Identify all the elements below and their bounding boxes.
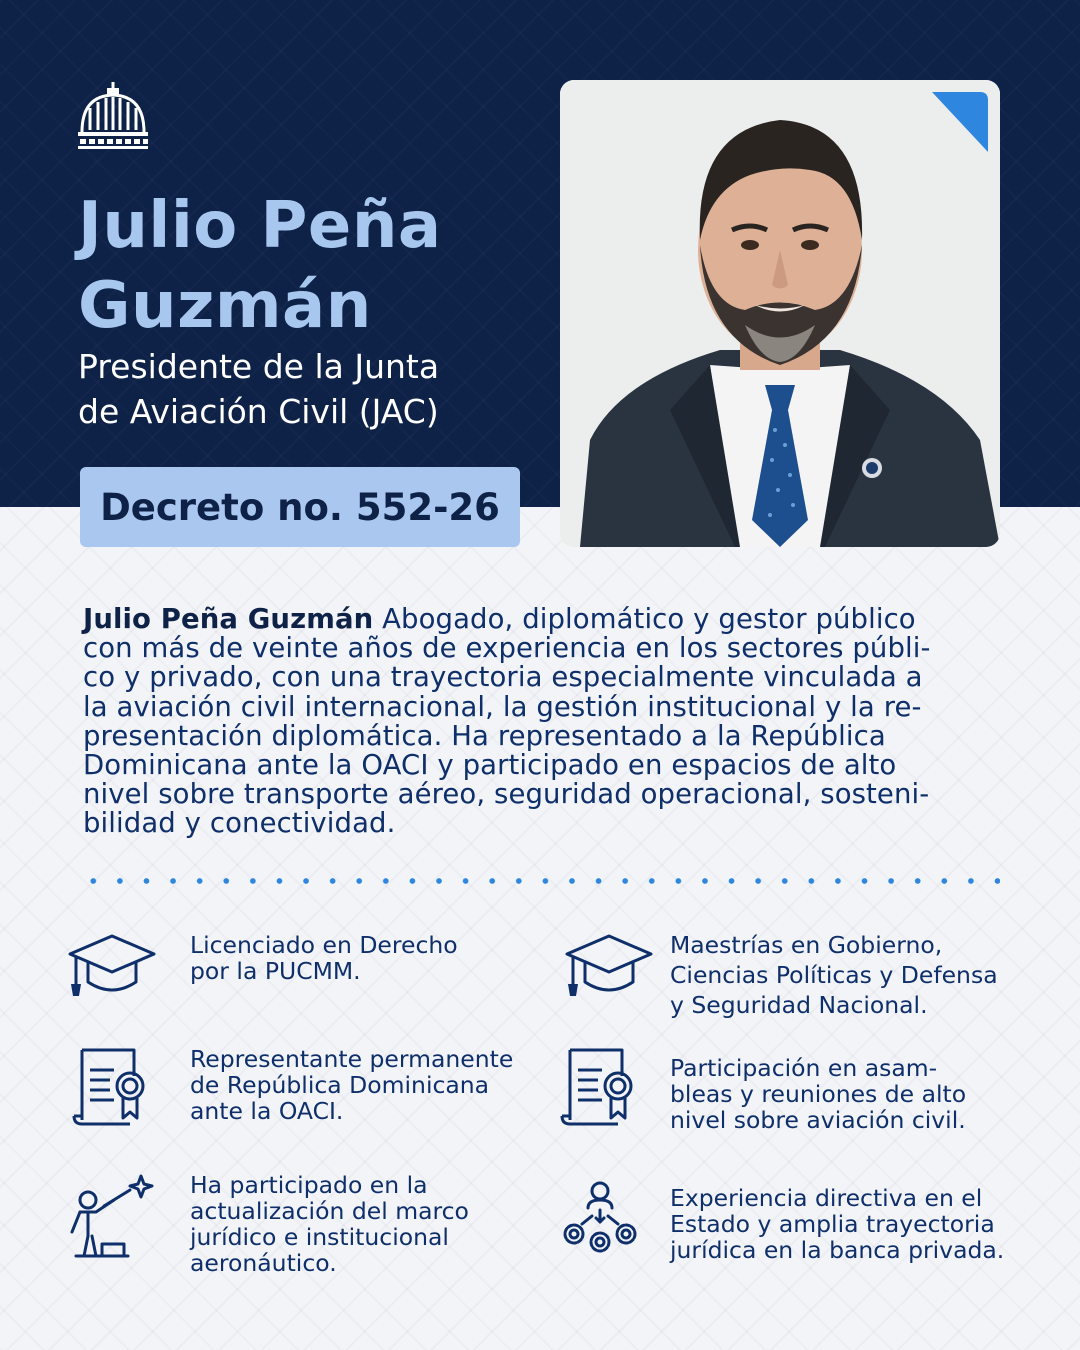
bio-line: con más de veinte años de experiencia en los sectores públi- bbox=[83, 632, 931, 665]
certificate-icon bbox=[558, 1046, 640, 1132]
bio-line: presentación diplomática. Ha representado a la República bbox=[83, 719, 886, 752]
blue-corner-triangle-icon bbox=[928, 90, 990, 154]
feature-item: Representante permanente de República Dominicana ante la OACI. bbox=[190, 1045, 514, 1125]
bio-line: Julio Peña Guzmán Abogado, diplomático y gestor público bbox=[83, 603, 916, 635]
portrait-photo bbox=[560, 80, 1000, 547]
leader-podium-icon bbox=[66, 1172, 156, 1266]
feature-item: Ha participado en la actualización del marco jurídico e institucional aeronáutico. bbox=[190, 1171, 469, 1277]
certificate-icon bbox=[70, 1046, 152, 1132]
graduation-cap-icon bbox=[68, 932, 156, 1004]
management-gears-icon bbox=[560, 1180, 640, 1260]
name-line-1: Julio Peña bbox=[78, 189, 442, 263]
bio-line: bilidad y conectividad. bbox=[83, 807, 396, 840]
bio-line: la aviación civil internacional, la gestión institucional y la re- bbox=[83, 690, 922, 723]
name-line-2: Guzmán bbox=[78, 269, 372, 343]
role-line-2: de Aviación Civil (JAC) bbox=[78, 392, 439, 431]
dotted-divider bbox=[80, 876, 1000, 886]
dome-building-icon bbox=[76, 80, 150, 152]
bio-line: nivel sobre transporte aéreo, seguridad operacional, sosteni- bbox=[83, 778, 930, 811]
decree-badge: Decreto no. 552-26 bbox=[80, 467, 520, 547]
bio-line: co y privado, con una trayectoria especialmente vinculada a bbox=[83, 661, 923, 694]
person-role bbox=[78, 344, 548, 434]
feature-item: Maestrías en Gobierno, Ciencias Políticas y Defensa y Seguridad Nacional. bbox=[670, 931, 998, 1019]
feature-item: Experiencia directiva en el Estado y amplia trayectoria jurídica en la banca privada. bbox=[670, 1184, 1005, 1264]
feature-item: Participación en asam- bleas y reuniones de alto nivel sobre aviación civil. bbox=[670, 1054, 967, 1134]
role-line-1: Presidente de la Junta bbox=[78, 347, 440, 386]
bio-line: Dominicana ante la OACI y participado en espacios de alto bbox=[83, 749, 897, 782]
biography-text bbox=[83, 605, 993, 839]
bio-lead-name: Julio Peña Guzmán bbox=[83, 603, 374, 635]
graduation-cap-icon bbox=[565, 932, 653, 1004]
feature-item: Licenciado en Derecho por la PUCMM. bbox=[190, 931, 458, 985]
person-name bbox=[78, 186, 548, 346]
